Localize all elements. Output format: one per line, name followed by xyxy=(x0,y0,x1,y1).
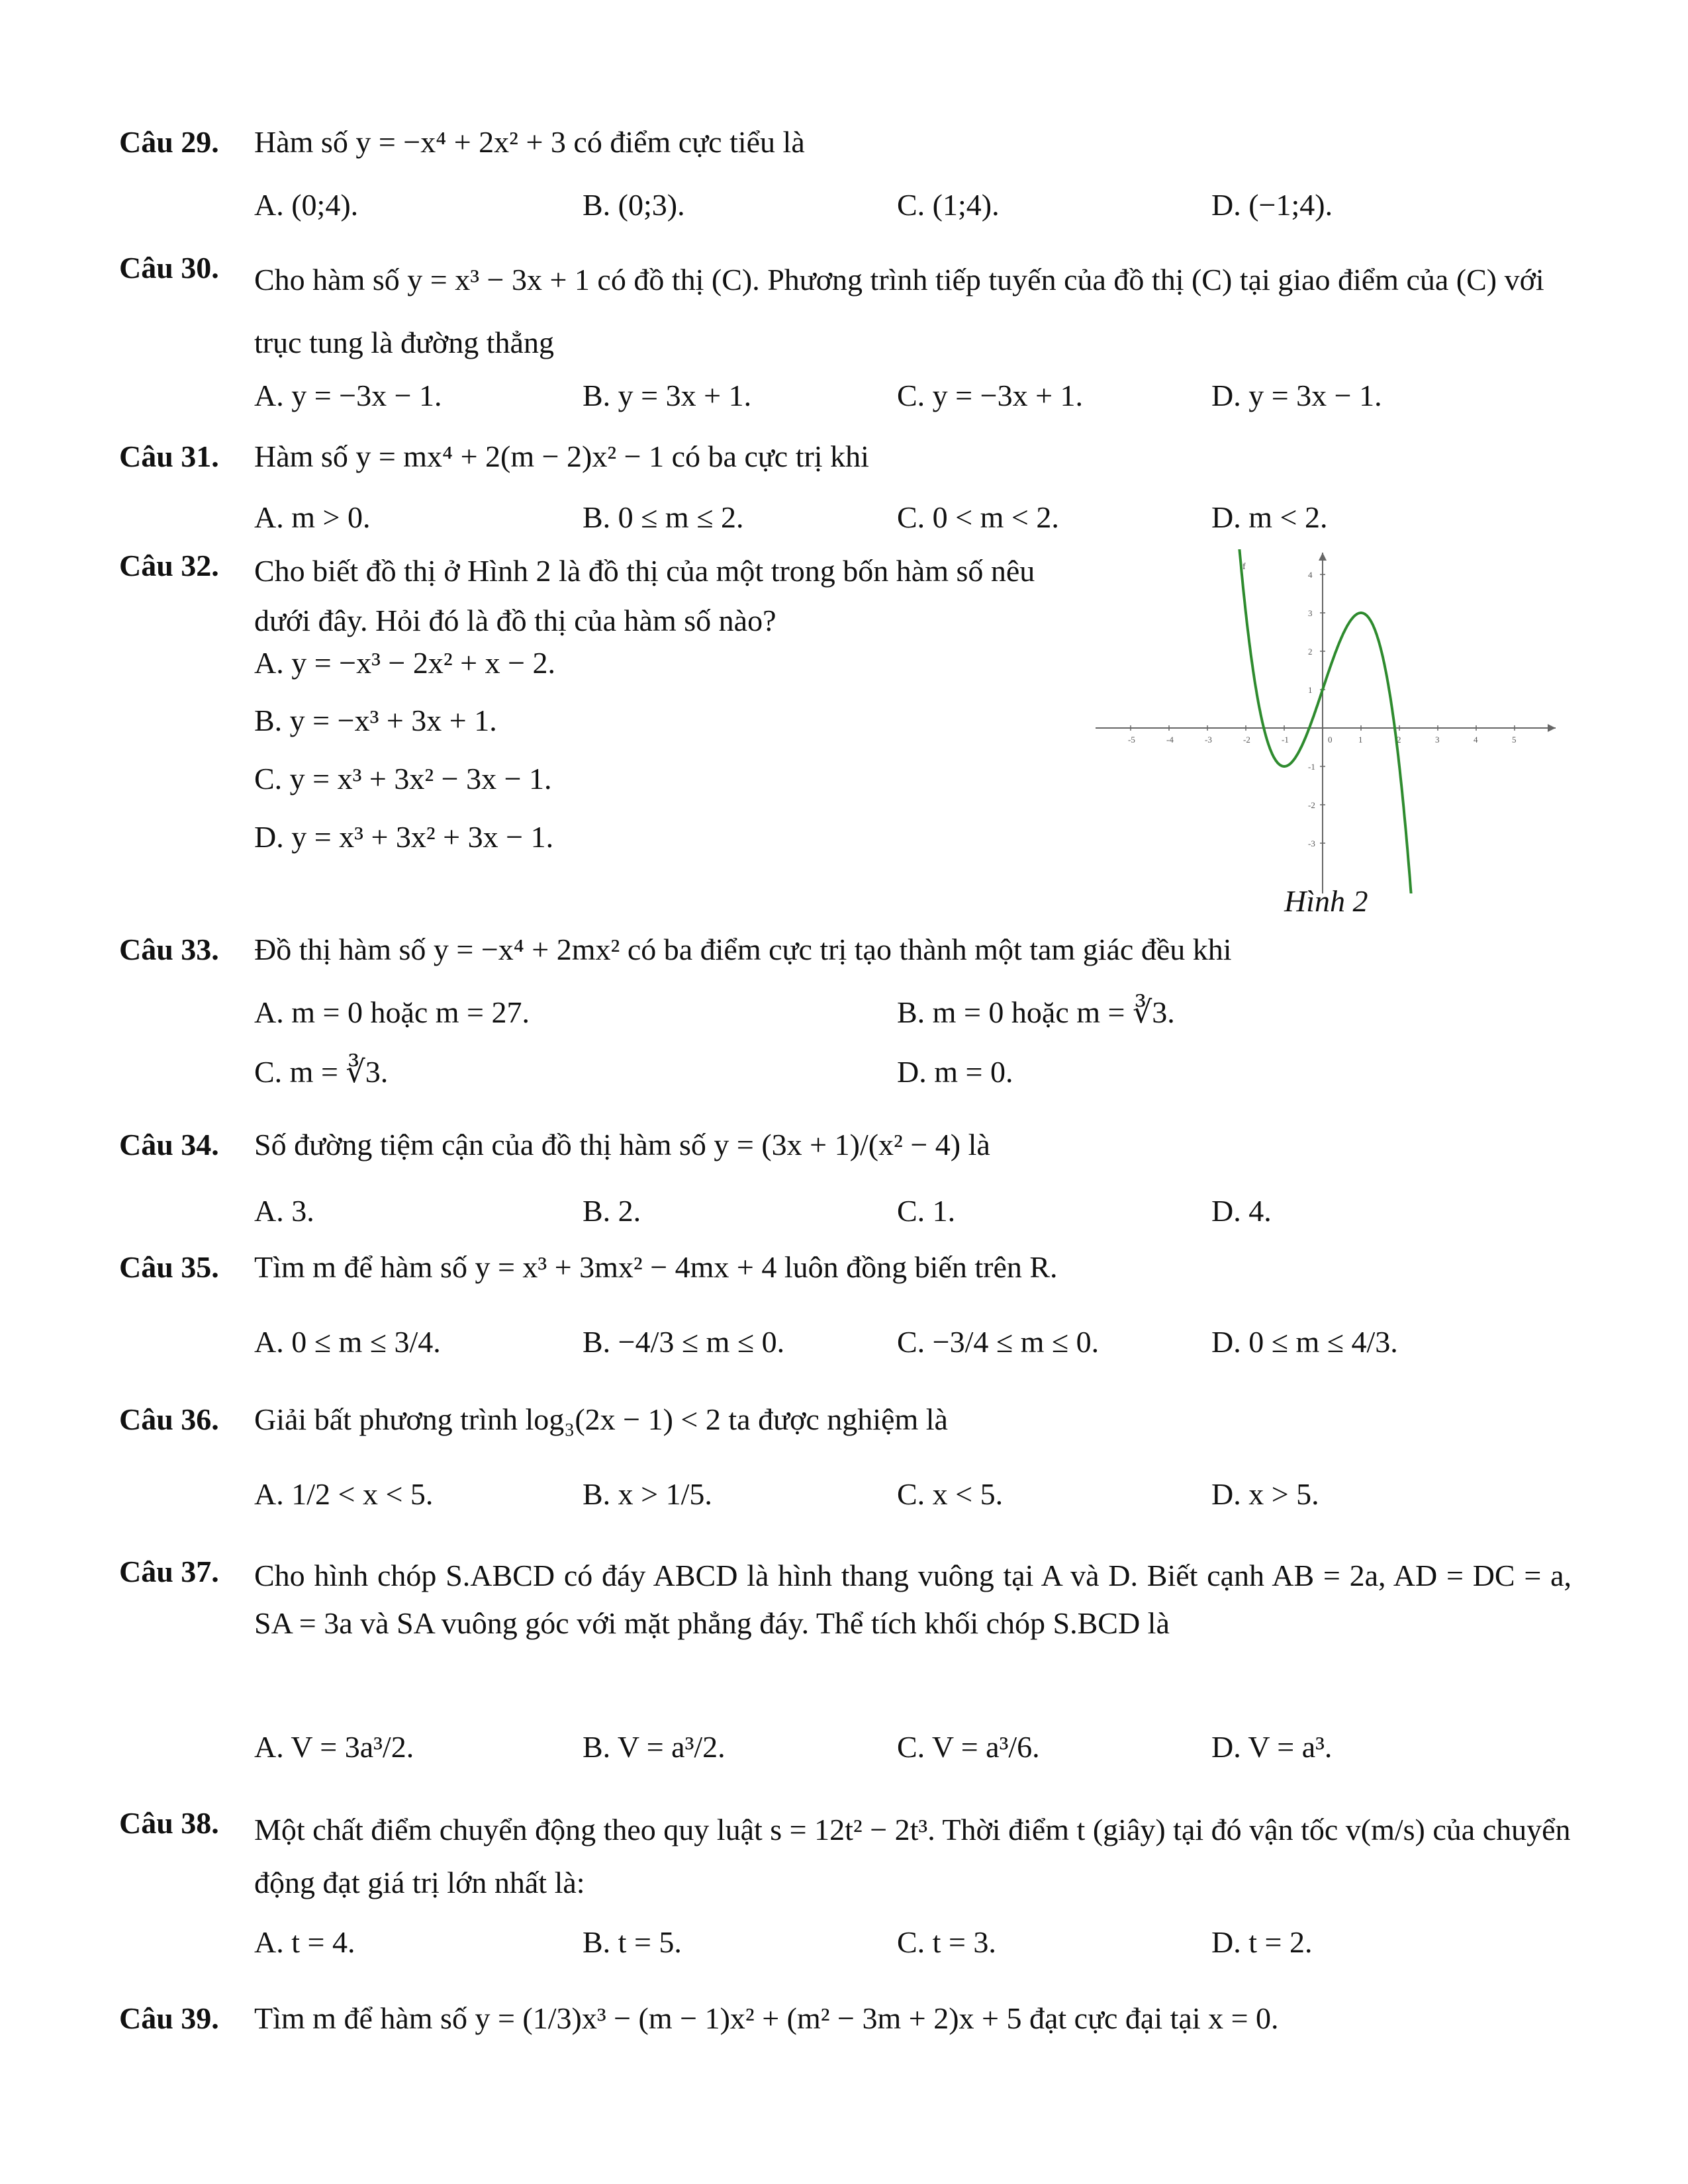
question-label: Câu 33. xyxy=(119,933,219,966)
y-tick-label: 2 xyxy=(1308,647,1313,657)
option-a: A. 0 ≤ m ≤ 3/4. xyxy=(254,1325,441,1359)
option-d: D. t = 2. xyxy=(1211,1925,1313,1959)
x-tick-label: 1 xyxy=(1358,735,1363,745)
option-d: D. m = 0. xyxy=(897,1055,1013,1089)
option-c: C. t = 3. xyxy=(897,1925,996,1959)
option-d: D. 0 ≤ m ≤ 4/3. xyxy=(1211,1325,1398,1359)
option-c: C. m = ∛3. xyxy=(254,1055,389,1089)
option-a: A. 1/2 < x < 5. xyxy=(254,1477,434,1511)
x-tick-label: -4 xyxy=(1166,735,1174,745)
question-text: Cho hình chóp S.ABCD có đáy ABCD là hình thang vuông tại A và D. Biết cạnh AB = 2a, AD = DC = a, SA = 3a và SA vuông góc với mặt phẳng đáy. Thể tích khối chóp S.BCD là xyxy=(254,1559,1571,1640)
option-b: B. 0 ≤ m ≤ 2. xyxy=(583,500,744,534)
question-text: Tìm m để hàm số y = (1/3)x³ − (m − 1)x² + (m² − 3m + 2)x + 5 đạt cực đại tại x = 0. xyxy=(254,2001,1279,2035)
option-a: A. y = −x³ − 2x² + x − 2. xyxy=(254,646,556,680)
option-c: C. y = −3x + 1. xyxy=(897,379,1084,412)
option-a: A. 3. xyxy=(254,1194,314,1228)
y-tick-label: -1 xyxy=(1308,762,1315,772)
question-text: Số đường tiệm cận của đồ thị hàm số y = (3x + 1)/(x² − 4) là xyxy=(254,1128,990,1161)
graph-figure xyxy=(1096,549,1559,893)
option-d: D. x > 5. xyxy=(1211,1477,1319,1511)
option-a: A. t = 4. xyxy=(254,1925,355,1959)
x-tick-label: -1 xyxy=(1282,735,1289,745)
question-text: Hàm số y = mx⁴ + 2(m − 2)x² − 1 có ba cực trị khi xyxy=(254,439,869,473)
option-a: A. y = −3x − 1. xyxy=(254,379,442,412)
option-d: D. V = a³. xyxy=(1211,1730,1333,1764)
option-b: B. (0;3). xyxy=(583,188,685,222)
option-c: C. 1. xyxy=(897,1194,956,1228)
x-tick-label: 2 xyxy=(1397,735,1401,745)
y-tick-label: 4 xyxy=(1308,570,1313,580)
option-d: D. y = 3x − 1. xyxy=(1211,379,1382,412)
option-d: D. (−1;4). xyxy=(1211,188,1333,222)
option-b: B. −4/3 ≤ m ≤ 0. xyxy=(583,1325,785,1359)
option-b: B. y = 3x + 1. xyxy=(583,379,752,412)
question-text: Đồ thị hàm số y = −x⁴ + 2mx² có ba điểm cực trị tạo thành một tam giác đều khi xyxy=(254,933,1232,966)
option-d: D. y = x³ + 3x² + 3x − 1. xyxy=(254,820,554,854)
x-tick-label: 4 xyxy=(1474,735,1478,745)
y-axis-arrow xyxy=(1319,553,1327,561)
option-c: C. y = x³ + 3x² − 3x − 1. xyxy=(254,762,552,796)
question-label: Câu 36. xyxy=(119,1402,219,1436)
axis-label: f xyxy=(1243,562,1246,572)
question-label: Câu 39. xyxy=(119,2001,219,2035)
question-label: Câu 30. xyxy=(119,251,219,285)
x-tick-label: -3 xyxy=(1205,735,1212,745)
question-text: Hàm số y = −x⁴ + 2x² + 3 có điểm cực tiểu là xyxy=(254,125,805,159)
figure-caption: Hình 2 xyxy=(1284,884,1368,918)
option-b: B. V = a³/2. xyxy=(583,1730,726,1764)
option-c: C. V = a³/6. xyxy=(897,1730,1040,1764)
y-tick-label: 3 xyxy=(1308,608,1313,618)
question-text: Cho biết đồ thị ở Hình 2 là đồ thị của một trong bốn hàm số nêu dưới đây. Hỏi đó là đồ thị của hàm số nào? xyxy=(254,554,1035,637)
x-axis-arrow xyxy=(1548,724,1556,732)
option-a: A. (0;4). xyxy=(254,188,359,222)
option-d: D. m < 2. xyxy=(1211,500,1328,534)
option-b: B. y = −x³ + 3x + 1. xyxy=(254,704,497,737)
option-a: A. m = 0 hoặc m = 27. xyxy=(254,995,530,1029)
question-label: Câu 37. xyxy=(119,1555,219,1588)
question-37 xyxy=(0,1552,1688,1684)
option-b: B. m = 0 hoặc m = ∛3. xyxy=(897,995,1175,1029)
x-tick-label: 0 xyxy=(1328,735,1333,745)
option-b: B. 2. xyxy=(583,1194,641,1228)
option-c: C. (1;4). xyxy=(897,188,1000,222)
x-tick-label: 3 xyxy=(1435,735,1440,745)
question-label: Câu 32. xyxy=(119,549,219,582)
option-a: A. V = 3a³/2. xyxy=(254,1730,414,1764)
question-text: Tìm m để hàm số y = x³ + 3mx² − 4mx + 4 luôn đồng biến trên R. xyxy=(254,1250,1058,1284)
x-tick-label: -5 xyxy=(1128,735,1135,745)
option-c: C. x < 5. xyxy=(897,1477,1004,1511)
question-label: Câu 38. xyxy=(119,1806,219,1840)
y-tick-label: -3 xyxy=(1308,839,1315,848)
y-tick-label: -2 xyxy=(1308,800,1315,810)
question-30 xyxy=(0,248,1688,359)
option-b: B. t = 5. xyxy=(583,1925,682,1959)
question-38 xyxy=(0,1803,1688,1899)
x-tick-label: -2 xyxy=(1243,735,1250,745)
option-c: C. −3/4 ≤ m ≤ 0. xyxy=(897,1325,1100,1359)
question-text: Cho hàm số y = x³ − 3x + 1 có đồ thị (C). Phương trình tiếp tuyến của đồ thị (C) tại giao điểm của (C) với trục tung là đường thẳng xyxy=(254,263,1544,359)
question-text: Một chất điểm chuyển động theo quy luật s = 12t² − 2t³. Thời điểm t (giây) tại đó vận tốc v(m/s) của chuyển động đạt giá trị lớn nhất là: xyxy=(254,1813,1571,1899)
y-tick-label: 1 xyxy=(1308,685,1313,695)
question-label: Câu 29. xyxy=(119,125,219,159)
option-c: C. 0 < m < 2. xyxy=(897,500,1059,534)
question-label: Câu 31. xyxy=(119,439,219,473)
question-label: Câu 35. xyxy=(119,1250,219,1284)
function-curve xyxy=(1225,549,1416,893)
x-tick-label: 5 xyxy=(1512,735,1517,745)
option-a: A. m > 0. xyxy=(254,500,371,534)
option-d: D. 4. xyxy=(1211,1194,1272,1228)
option-b: B. x > 1/5. xyxy=(583,1477,712,1511)
question-label: Câu 34. xyxy=(119,1128,219,1161)
question-text: Giải bất phương trình log₃(2x − 1) < 2 ta được nghiệm là xyxy=(254,1402,948,1436)
